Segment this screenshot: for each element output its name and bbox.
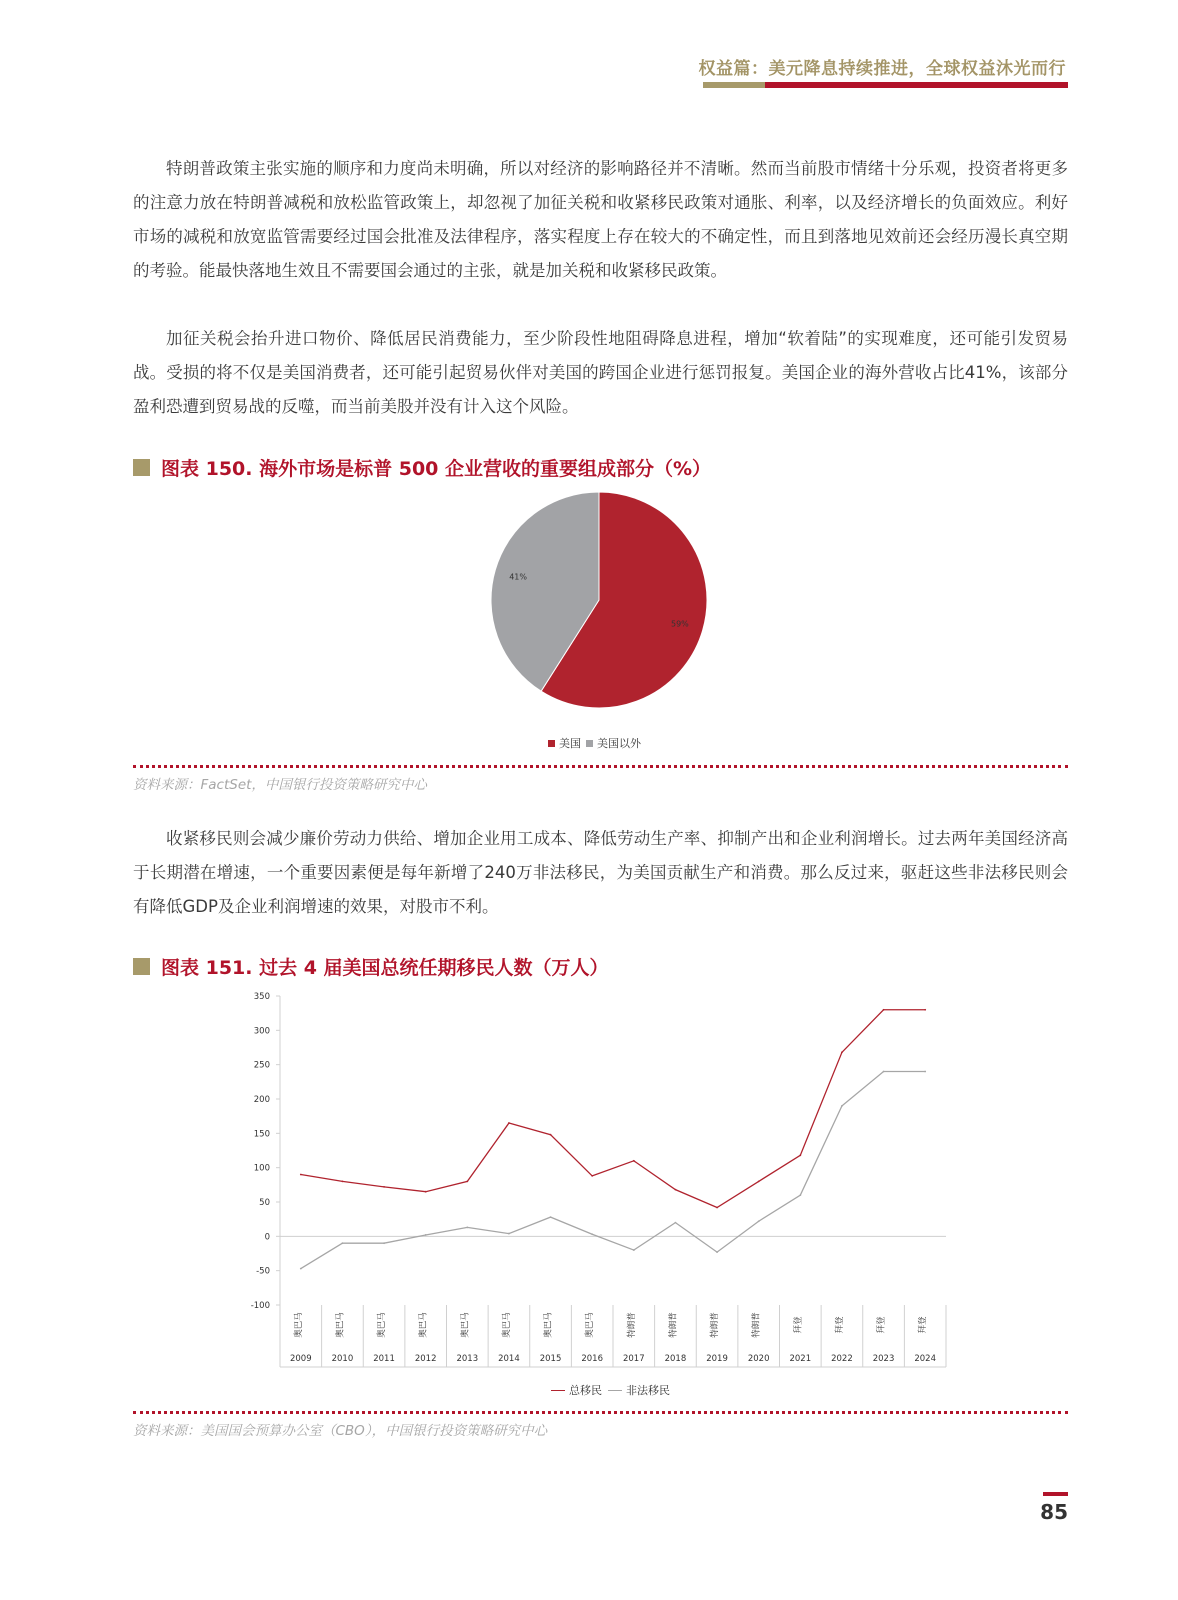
series-line-total: [301, 1010, 925, 1208]
data-point: [924, 1071, 926, 1073]
data-point: [383, 1242, 385, 1244]
x-group-label: 奥巴马: [293, 1312, 304, 1338]
figure-151-title: [133, 953, 609, 980]
figure-150-source: 资料来源：FactSet，中国银行投资策略研究中心: [133, 777, 427, 793]
paragraph-2: 加征关税会抬升进口物价、降低居民消费能力，至少阶段性地阻碍降息进程，增加“软着陆”的实现难度，还可能引发贸易战。受损的将不仅是美国消费者，还可能引起贸易伙伴对美国的跨国企业进行惩罚报复。美国企业的海外营收占比41%，该部分盈利恐遭到贸易战的反噬，而当前美股并没有计入这个风险。: [133, 329, 1068, 416]
data-point: [633, 1249, 635, 1251]
pie-data-label: 41%: [509, 572, 527, 582]
y-tick-label: 350: [253, 992, 270, 1002]
data-point: [883, 1071, 885, 1073]
pie-legend: [548, 735, 641, 751]
data-point: [300, 1268, 302, 1270]
x-tick-label: 2023: [872, 1354, 895, 1364]
header-bar-gold: [703, 82, 765, 88]
x-tick-label: 2012: [414, 1354, 437, 1364]
y-tick-label: 300: [253, 1026, 270, 1037]
line-legend: [551, 1382, 670, 1398]
data-point: [758, 1220, 760, 1222]
y-tick-label: -50: [256, 1266, 270, 1277]
x-tick-label: 2018: [664, 1354, 687, 1364]
x-group-label: 奥巴马: [501, 1312, 512, 1338]
y-tick-label: 100: [253, 1163, 270, 1174]
figure-151-source: 资料来源：美国国会预算办公室（CBO），中国银行投资策略研究中心: [133, 1423, 548, 1439]
legend-line-total: [551, 1390, 565, 1391]
x-tick-label: 2019: [706, 1354, 728, 1364]
x-tick-label: 2009: [289, 1354, 312, 1364]
y-tick-label: 50: [259, 1198, 270, 1208]
x-group-label: 拜登: [876, 1316, 887, 1334]
figure-151-divider: [133, 1411, 1068, 1414]
x-group-label: 奥巴马: [543, 1312, 554, 1338]
paragraph-3: 收紧移民则会减少廉价劳动力供给、增加企业用工成本、降低劳动生产率、抑制产出和企业利润增长。过去两年美国经济高于长期潜在增速，一个重要因素便是每年新增了240万非法移民，为美国贡献生产和消费。那么反过来，驱赶这些非法移民则会有降低GDP及企业利润增速的效果，对股市不利。: [133, 829, 1068, 916]
x-group-label: 特朗普: [751, 1312, 762, 1338]
figure-151-title-text: 图表 151. 过去 4 届美国总统任期移民人数（万人）: [161, 957, 609, 979]
figure-151-marker: [133, 958, 150, 975]
data-point: [716, 1207, 718, 1209]
paragraph-1: 特朗普政策主张实施的顺序和力度尚未明确，所以对经济的影响路径并不清晰。然而当前股市情绪十分乐观，投资者将更多的注意力放在特朗普减税和放松监管政策上，却忽视了加征关税和收紧移民政策对通胀、利率，以及经济增长的负面效应。利好市场的减税和放宽监管需要经过国会批准及法律程序，落实程度上存在较大的不确定性，而且到落地见效前还会经历漫长真空期的考验。能最快落地生效且不需要国会通过的主张，就是加关税和收紧移民政策。: [133, 159, 1068, 280]
data-point: [300, 1174, 302, 1176]
pie-chart: [448, 488, 748, 728]
header-title: 权益篇：美元降息持续推进，全球权益沐光而行: [698, 59, 1066, 79]
x-tick-label: 2016: [581, 1354, 604, 1364]
pie-data-label: 59%: [671, 619, 689, 629]
data-point: [841, 1105, 843, 1107]
page-number: 85: [1040, 1500, 1068, 1524]
series-line-illegal: [301, 1072, 925, 1269]
data-point: [342, 1181, 344, 1183]
legend-label-us: 美国: [559, 737, 581, 750]
page-number-bar: [1043, 1492, 1068, 1496]
data-point: [799, 1154, 801, 1156]
data-point: [633, 1160, 635, 1162]
data-point: [425, 1234, 427, 1236]
figure-150-title: [133, 454, 711, 481]
data-point: [466, 1227, 468, 1229]
data-point: [466, 1181, 468, 1183]
x-group-label: 奥巴马: [585, 1312, 596, 1338]
legend-label-illegal: 非法移民: [626, 1384, 670, 1397]
y-tick-label: 0: [264, 1232, 270, 1243]
y-tick-label: 150: [253, 1129, 270, 1140]
x-tick-label: 2013: [456, 1354, 479, 1364]
data-point: [342, 1242, 344, 1244]
x-group-label: 奥巴马: [418, 1312, 429, 1338]
x-tick-label: 2010: [331, 1354, 354, 1364]
data-point: [799, 1194, 801, 1196]
data-point: [425, 1191, 427, 1193]
x-group-label: 拜登: [918, 1316, 929, 1334]
data-point: [591, 1233, 593, 1235]
x-group-label: 特朗普: [710, 1312, 721, 1338]
x-tick-label: 2024: [914, 1354, 937, 1364]
x-group-label: 特朗普: [668, 1312, 679, 1338]
figure-150-marker: [133, 459, 150, 476]
x-group-label: 拜登: [793, 1316, 804, 1334]
legend-label-total: 总移民: [569, 1384, 602, 1397]
legend-label-nonus: 美国以外: [597, 737, 641, 750]
figure-150-title-text: 图表 150. 海外市场是标普 500 企业营收的重要组成部分（%）: [161, 458, 712, 480]
data-point: [383, 1186, 385, 1188]
header-bar-red: [765, 82, 1068, 88]
y-tick-label: -100: [250, 1301, 270, 1311]
data-point: [841, 1051, 843, 1053]
y-tick-label: 200: [253, 1095, 270, 1105]
x-group-label: 特朗普: [626, 1312, 637, 1338]
data-point: [675, 1222, 677, 1224]
x-group-label: 奥巴马: [460, 1312, 471, 1338]
x-tick-label: 2014: [498, 1354, 520, 1364]
x-tick-label: 2020: [747, 1354, 770, 1364]
x-group-label: 奥巴马: [377, 1312, 388, 1338]
data-point: [508, 1122, 510, 1124]
line-chart: [240, 985, 960, 1370]
data-point: [883, 1009, 885, 1011]
x-tick-label: 2017: [622, 1354, 645, 1364]
data-point: [758, 1181, 760, 1183]
y-tick-label: 250: [253, 1060, 270, 1071]
x-group-label: 拜登: [834, 1316, 845, 1334]
data-point: [716, 1251, 718, 1253]
x-tick-label: 2015: [539, 1354, 562, 1364]
legend-swatch-nonus: [586, 740, 593, 747]
data-point: [550, 1216, 552, 1218]
legend-swatch-us: [548, 740, 555, 747]
data-point: [675, 1189, 677, 1191]
data-point: [550, 1134, 552, 1136]
x-tick-label: 2022: [831, 1354, 853, 1364]
data-point: [591, 1175, 593, 1177]
x-tick-label: 2021: [789, 1354, 812, 1364]
figure-150-divider: [133, 765, 1068, 768]
data-point: [924, 1009, 926, 1011]
x-tick-label: 2011: [373, 1354, 395, 1364]
legend-line-illegal: [608, 1390, 622, 1391]
data-point: [508, 1233, 510, 1235]
x-group-label: 奥巴马: [335, 1312, 346, 1338]
